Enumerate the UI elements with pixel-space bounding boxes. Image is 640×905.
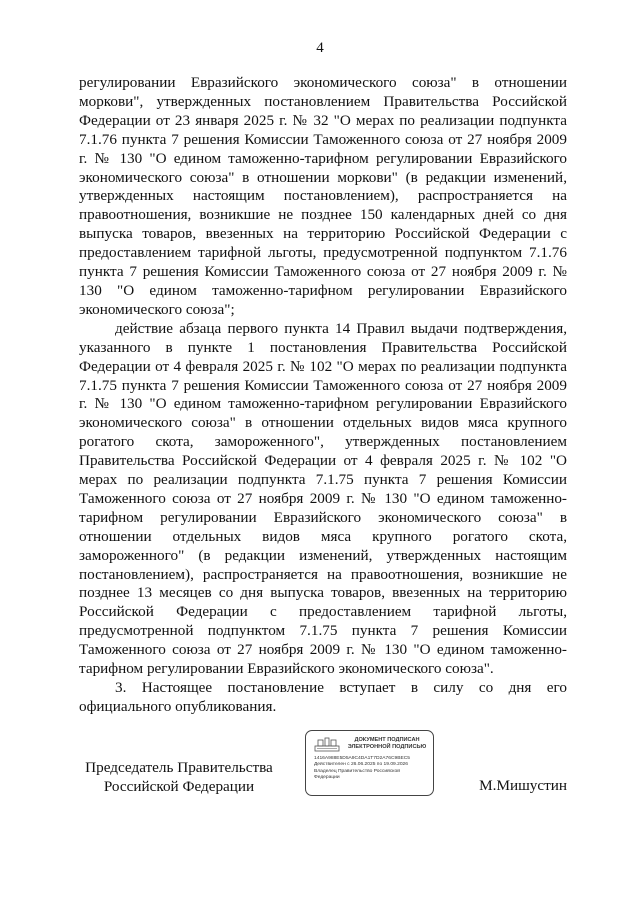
stamp-validity: Действителен с 26.06.2025 по 19.09.2026: [314, 762, 408, 768]
stamp-title-line1: ДОКУМЕНТ ПОДПИСАН: [354, 737, 420, 743]
signatory-position: [79, 758, 279, 796]
signatory-name: М.Мишустин: [479, 777, 567, 794]
page-number: 4: [316, 40, 324, 56]
electronic-signature-stamp: [305, 730, 434, 796]
signatory-position-line2: Российской Федерации: [103, 778, 255, 795]
stamp-details: [314, 756, 432, 782]
document-body: [79, 74, 567, 717]
paragraph-3: 3. Настоящее постановление вступает в силу со дня его официального опубликования.: [79, 679, 567, 715]
stamp-owner-line1: Владелец Правительство Российской: [314, 768, 400, 774]
paragraph-2: действие абзаца первого пункта 14 Правил выдачи подтверждения, указанного в пункте 1 постановления Правительства Российской Федерации от 4 февраля 2025 г. № 102 "О мерах по реализации подпункта 7.1.75 пункта 7 решения Комиссии Таможенного союза от 27 ноября 2009 г. № 130 "О едином таможенно-тарифном регулировании Евразийского экономического союза" в отношении отдельных видов мяса крупного рогатого скота, замороженного", утвержденных постановлением Правительства Российской Федерации от 4 февраля 2025 г. № 102 "О мерах по реализации подпункта 7.1.75 пункта 7 решения Комиссии Таможенного союза от 27 ноября 2009 г. № 130 "О едином таможенно-тарифном регулировании Евразийского экономического союза" в отношении отдельных видов мяса крупного рогатого скота, замороженного" (в редакции изменений, утвержденных настоящим постановлением), распространяется на правоотношения, возникшие не позднее 13 месяцев со дня выпуска товаров, ввезенных на территорию Российской Федерации с предоставлением тарифной льготы, предусмотренной подпунктом 7.1.75 пункта 7 решения Комиссии Таможенного союза от 27 ноября 2009 г. № 130 "О едином таможенно-тарифном регулировании Евразийского экономического союза".: [79, 319, 567, 678]
signatory-position-line1: Председатель Правительства: [85, 759, 273, 776]
coat-of-arms-icon: [314, 737, 340, 752]
stamp-serial: 1416A988E5D5A9C4DA1T7D2A76C9BEC5: [314, 756, 410, 761]
stamp-title-line2: ЭЛЕКТРОННОЙ ПОДПИСЬЮ: [347, 744, 427, 750]
stamp-owner-line2: Федерации: [314, 775, 340, 781]
paragraph-1: регулировании Евразийского экономического союза" в отношении моркови", утвержденных постановлением Правительства Российской Федерации от 23 января 2025 г. № 32 "О мерах по реализации подпункта 7.1.76 пункта 7 решения Комиссии Таможенного союза от 27 ноября 2009 г. № 130 "О едином таможенно-тарифном регулировании Евразийского экономического союза" в отношении моркови" (в редакции изменений, утвержденных настоящим постановлением), распространяется на правоотношения, возникшие не позднее 150 календарных дней со дня выпуска товаров, ввезенных на территорию Российской Федерации с предоставлением тарифной льготы, предусмотренной подпунктом 7.1.76 пункта 7 решения Комиссии Таможенного союза от 27 ноября 2009 г. № 130 "О едином таможенно-тарифном регулировании Евразийского экономического союза";: [79, 74, 567, 318]
stamp-title: [344, 737, 430, 751]
